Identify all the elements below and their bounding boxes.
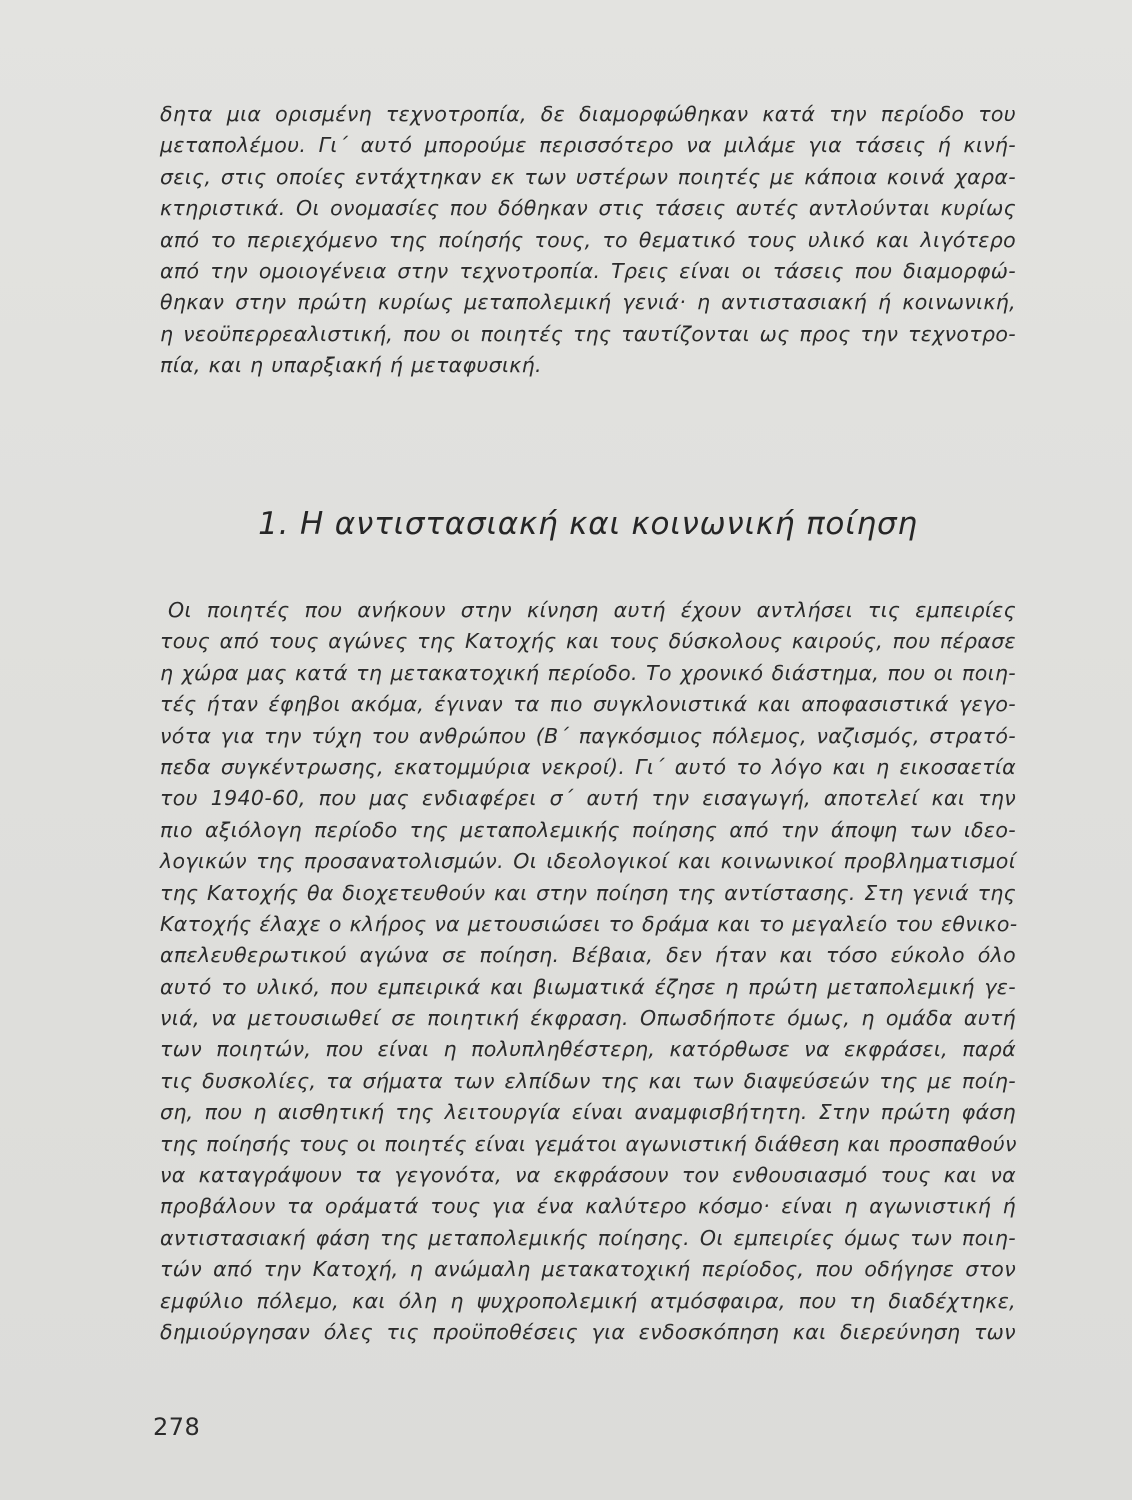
text-line: θηκαν στην πρώτη κυρίως μεταπολεμική γενιά· η αντιστασιακή ή κοινωνική, <box>160 290 1016 315</box>
text-line: πία, και η υπαρξιακή ή μεταφυσική. <box>160 353 542 378</box>
section-heading: 1. Η αντιστασιακή και κοινωνική ποίηση <box>258 506 918 542</box>
text-line: πιο αξιόλογη περίοδο της μεταπολεμικής ποίησης από την άποψη των ιδεο- <box>160 817 1016 842</box>
text-line: ση, που η αισθητική της λειτουργία είναι αναμφισβήτητη. Στην πρώτη φάση <box>160 1100 1016 1125</box>
text-line: Οι ποιητές που ανήκουν στην κίνηση αυτή έχουν αντλήσει τις εμπειρίες <box>168 598 1016 622</box>
text-line: αντιστασιακή φάση της μεταπολεμικής ποίησης. Οι εμπειρίες όμως των ποιη- <box>160 1225 1016 1250</box>
text-line: πεδα συγκέντρωσης, εκατομμύρια νεκροί). Γι΄ αυτό το λόγο και η εικοσαετία <box>160 754 1016 779</box>
text-line: από την ομοιογένεια στην τεχνοτροπία. Τρεις είναι οι τάσεις που διαμορφώ- <box>160 258 1016 283</box>
intro-paragraph <box>160 99 1016 382</box>
text-line: αυτό το υλικό, που εμπειρικά και βιωματικά έζησε η πρώτη μεταπολεμική γε- <box>160 974 1016 999</box>
text-line: από το περιεχόμενο της ποίησής τους, το θεματικό τους υλικό και λιγότερο <box>160 227 1016 252</box>
page-number: 278 <box>153 1413 201 1441</box>
text-line: του 1940-60, που μας ενδιαφέρει σ΄ αυτή την εισαγωγή, αποτελεί και την <box>160 786 1016 811</box>
text-line: νότα για την τύχη του ανθρώπου (Β΄ παγκόσμιος πόλεμος, ναζισμός, στρατό- <box>160 723 1016 748</box>
text-line: σεις, στις οποίες εντάχτηκαν εκ των υστέρων ποιητές με κάποια κοινά χαρα- <box>160 164 1016 189</box>
text-line: δημιούργησαν όλες τις προϋποθέσεις για ενδοσκόπηση και διερεύνηση των <box>160 1319 1016 1344</box>
text-line: να καταγράψουν τα γεγονότα, να εκφράσουν τον ενθουσιασμό τους και να <box>160 1163 1016 1188</box>
text-line: μεταπολέμου. Γι΄ αυτό μπορούμε περισσότερο να μιλάμε για τάσεις ή κινή- <box>160 133 1016 158</box>
text-line: τών από την Κατοχή, η ανώμαλη μετακατοχική περίοδος, που οδήγησε στον <box>160 1257 1016 1282</box>
section-body-paragraph <box>160 595 1016 1348</box>
text-line: της ποίησής τους οι ποιητές είναι γεμάτοι αγωνιστική διάθεση και προσπαθούν <box>160 1131 1017 1156</box>
text-line: προβάλουν τα οράματά τους για ένα καλύτερο κόσμο· είναι η αγωνιστική ή <box>160 1194 1016 1219</box>
text-line: κτηριστικά. Οι ονομασίες που δόθηκαν στις τάσεις αυτές αντλούνται κυρίως <box>160 196 1016 221</box>
text-line: εμφύλιο πόλεμο, και όλη η ψυχροπολεμική ατμόσφαιρα, που τη διαδέχτηκε, <box>160 1288 1016 1313</box>
text-line: τές ήταν έφηβοι ακόμα, έγιναν τα πιο συγκλονιστικά και αποφασιστικά γεγο- <box>160 692 1016 717</box>
text-line: η νεοϋπερρεαλιστική, που οι ποιητές της ταυτίζονται ως προς την τεχνοτρο- <box>160 321 1016 346</box>
text-line: των ποιητών, που είναι η πολυπληθέστερη, κατόρθωσε να εκφράσει, παρά <box>160 1037 1016 1062</box>
text-line: τις δυσκολίες, τα σήματα των ελπίδων της και των διαψεύσεών της με ποίη- <box>160 1068 1016 1093</box>
text-line: Κατοχής έλαχε ο κλήρος να μετουσιώσει το δράμα και το μεγαλείο του εθνικο- <box>160 911 1018 936</box>
text-line: της Κατοχής θα διοχετευθούν και στην ποίηση της αντίστασης. Στη γενιά της <box>160 880 1016 905</box>
text-line: απελευθερωτικού αγώνα σε ποίηση. Βέβαια, δεν ήταν και τόσο εύκολο όλο <box>160 943 1016 968</box>
text-line: λογικών της προσανατολισμών. Οι ιδεολογικοί και κοινωνικοί προβληματισμοί <box>160 849 1016 874</box>
text-line: δητα μια ορισμένη τεχνοτροπία, δε διαμορφώθηκαν κατά την περίοδο του <box>160 102 1016 126</box>
text-line: τους από τους αγώνες της Κατοχής και τους δύσκολους καιρούς, που πέρασε <box>160 629 1016 654</box>
text-line: η χώρα μας κατά τη μετακατοχική περίοδο. Το χρονικό διάστημα, που οι ποιη- <box>160 660 1016 685</box>
text-line: νιά, να μετουσιωθεί σε ποιητική έκφραση. Οπωσδήποτε όμως, η ομάδα αυτή <box>160 1006 1016 1031</box>
